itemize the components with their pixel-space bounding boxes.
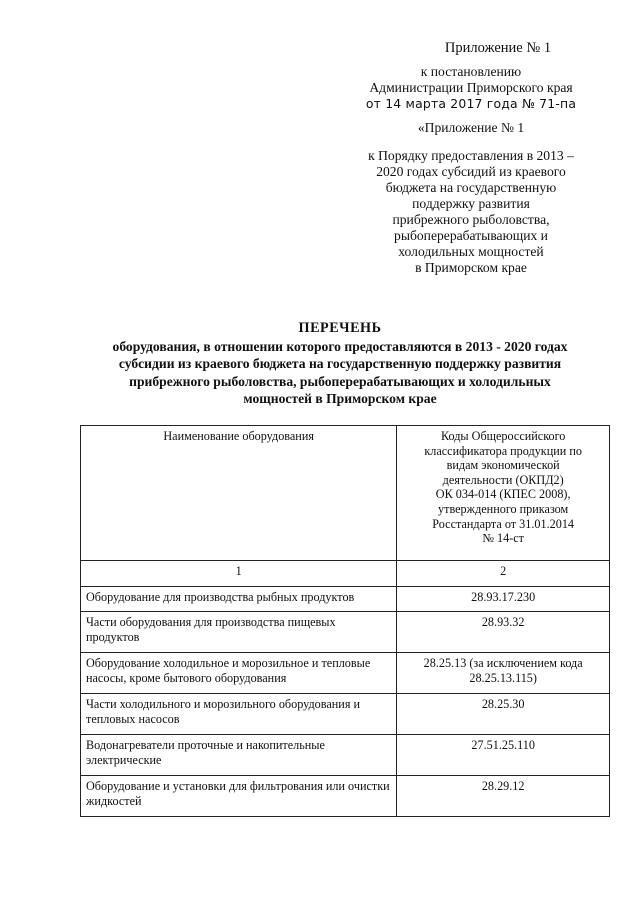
equipment-code: 28.93.17.230 [397, 587, 610, 612]
equipment-code: 27.51.25.110 [397, 735, 610, 776]
heading-line: прибрежного рыболовства, рыбоперерабатывающих и холодильных [129, 373, 551, 389]
table-row [81, 694, 610, 735]
appendix-procedure-line: холодильных мощностей [398, 244, 544, 259]
appendix-procedure-line: 2020 годах субсидий из краевого [376, 164, 566, 179]
document-title: ПЕРЕЧЕНЬ [298, 320, 382, 336]
equipment-name: Части оборудования для производства пищевых продуктов [81, 612, 397, 653]
table-row [81, 735, 610, 776]
appendix-procedure-line: поддержку развития [412, 196, 530, 211]
column-header-name: Наименование оборудования [81, 426, 397, 561]
table-row [81, 776, 610, 817]
appendix-administration: Администрации Приморского края [369, 80, 573, 95]
appendix-procedure-line: в Приморском крае [415, 260, 527, 275]
appendix-procedure-line: бюджета на государственную [385, 180, 557, 195]
equipment-name: Части холодильного и морозильного оборудования и тепловых насосов [81, 694, 397, 735]
appendix-inner-number: «Приложение № 1 [417, 120, 525, 135]
appendix-date: от 14 марта 2017 года № 71-па [365, 96, 577, 111]
header-code-line: деятельности (ОКПД2) [442, 472, 564, 487]
table-row [81, 653, 610, 694]
appendix-procedure-line: рыбоперерабатывающих и [394, 228, 548, 243]
header-code-line: видам экономической [446, 458, 560, 473]
header-code-line: ОК 034-014 (КПЕС 2008), [435, 487, 571, 502]
appendix-number: Приложение № 1 [444, 40, 552, 56]
appendix-procedure-line: к Порядку предоставления в 2013 – [368, 148, 574, 163]
column-number: 1 [81, 561, 397, 587]
header-code-line: Коды Общероссийского [440, 429, 566, 443]
equipment-code: 28.25.13 (за исключением кода 28.25.13.115) [397, 653, 610, 694]
equipment-name: Оборудование и установки для фильтрования или очистки жидкостей [81, 776, 397, 817]
heading-line: оборудования, в отношении которого предоставляются в 2013 - 2020 годах [112, 338, 568, 354]
equipment-code: 28.93.32 [397, 612, 610, 653]
equipment-code: 28.25.30 [397, 694, 610, 735]
appendix-block [340, 40, 602, 276]
heading-line: субсидии из краевого бюджета на государственную поддержку развития [118, 356, 562, 371]
appendix-procedure-line: прибрежного рыболовства, [392, 212, 550, 227]
equipment-code: 28.29.12 [397, 776, 610, 817]
appendix-resolution: к постановлению [420, 64, 522, 79]
column-number: 2 [397, 561, 610, 587]
table-number-row [81, 561, 610, 587]
equipment-name: Водонагреватели проточные и накопительные электрические [81, 735, 397, 776]
document-heading [70, 320, 610, 408]
header-code-line: № 14-ст [482, 531, 524, 546]
equipment-name: Оборудование холодильное и морозильное и тепловые насосы, кроме бытового оборудования [81, 653, 397, 694]
equipment-name: Оборудование для производства рыбных продуктов [81, 587, 397, 612]
header-code-line: Росстандарта от 31.01.2014 [432, 516, 575, 531]
header-code-line: утвержденного приказом [438, 501, 569, 516]
header-code-line: классификатора продукции по [424, 443, 582, 458]
column-header-code [397, 426, 610, 561]
table-row [81, 612, 610, 653]
equipment-table [80, 425, 610, 817]
heading-line: мощностей в Приморском крае [243, 391, 437, 406]
table-header-row [81, 426, 610, 561]
table-row [81, 587, 610, 612]
